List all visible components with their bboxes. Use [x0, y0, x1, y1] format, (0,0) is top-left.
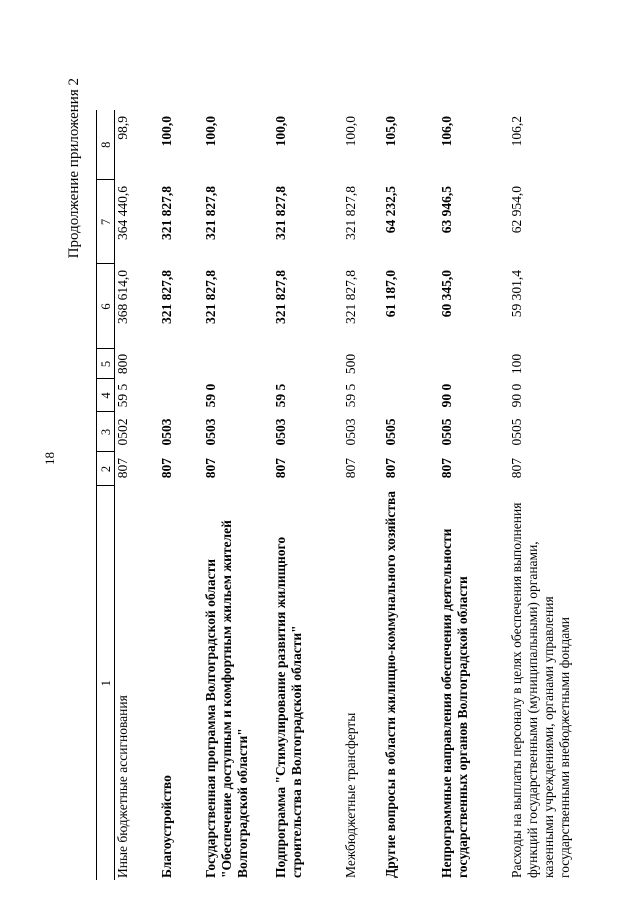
cell-target-code: [159, 379, 203, 412]
cell-expense-type: [439, 349, 509, 379]
table-row: [159, 110, 203, 880]
cell-target-code: 59 5: [342, 383, 358, 408]
cell-ministry-code: 807: [382, 458, 398, 479]
table-row: [439, 110, 509, 880]
cell-section-code: 0503: [342, 418, 358, 446]
cell-plan-amount: 60 345,0: [438, 270, 454, 318]
cell-actual-amount: 321 827,8: [342, 186, 358, 240]
cell-actual-amount: 63 946,5: [438, 186, 454, 234]
header-cell: 1: [97, 486, 115, 880]
cell-plan-amount: 368 614,0: [115, 270, 130, 324]
cell-percent: 98,9: [115, 116, 130, 140]
header-cell: 7: [97, 180, 115, 264]
cell-percent: 100,0: [342, 116, 358, 147]
cell-percent: 100,0: [202, 116, 218, 147]
cell-target-code: 90 0: [508, 383, 524, 408]
table-row: [273, 110, 343, 880]
table-row: [509, 110, 609, 880]
row-name: Расходы на выплаты персоналу в целях обеспечения выполнения функций государственными (муниципальными) органами, казенными учреждениями, органами управления государственными внебюджетными фондами: [508, 502, 572, 878]
cell-section-code: 0503: [158, 418, 174, 446]
cell-plan-amount: 59 301,4: [508, 270, 524, 318]
cell-ministry-code: 807: [508, 458, 524, 479]
page-number: 18: [42, 452, 57, 465]
cell-percent: 106,2: [508, 116, 524, 147]
cell-plan-amount: 321 827,8: [158, 270, 174, 324]
row-name: Иные бюджетные ассигнования: [115, 695, 130, 878]
row-name: Благоустройство: [158, 775, 174, 878]
cell-expense-type: 800: [115, 353, 130, 375]
cell-actual-amount: 321 827,8: [272, 186, 288, 240]
row-name: Непрограммные направления обеспечения деятельности государственных органов Волгоградской области: [438, 528, 470, 878]
cell-actual-amount: 321 827,8: [158, 186, 174, 240]
cell-expense-type: 500: [342, 353, 358, 375]
cell-percent: 106,0: [438, 116, 454, 147]
header-cell: 4: [97, 379, 115, 412]
table-row: [115, 110, 159, 880]
cell-target-code: 59 5: [272, 383, 288, 408]
row-name: Межбюджетные трансферты: [342, 712, 358, 878]
header-cell: 8: [97, 110, 115, 180]
cell-ministry-code: 807: [438, 458, 454, 479]
header-cell: 2: [97, 452, 115, 486]
cell-expense-type: [203, 349, 273, 379]
cell-target-code: [383, 379, 439, 412]
budget-table: [96, 110, 609, 880]
cell-expense-type: 100: [508, 353, 524, 375]
cell-actual-amount: 62 954,0: [508, 186, 524, 234]
row-name: Другие вопросы в области жилищно-коммунального хозяйства: [382, 490, 398, 878]
cell-section-code: 0503: [272, 418, 288, 446]
cell-section-code: 0505: [382, 418, 398, 446]
cell-section-code: 0505: [508, 418, 524, 446]
cell-expense-type: [159, 349, 203, 379]
header-cell: 5: [97, 349, 115, 379]
cell-section-code: 0503: [202, 418, 218, 446]
cell-plan-amount: 321 827,8: [272, 270, 288, 324]
table-row: [383, 110, 439, 880]
cell-actual-amount: 321 827,8: [202, 186, 218, 240]
cell-target-code: 59 0: [202, 383, 218, 408]
cell-actual-amount: 364 440,6: [115, 186, 130, 240]
cell-percent: 100,0: [158, 116, 174, 147]
header-cell: 6: [97, 264, 115, 349]
row-name: Государственная программа Волгоградской области "Обеспечение доступным и комфортным жильем жителей Волгоградской области": [202, 520, 250, 878]
cell-plan-amount: 321 827,8: [202, 270, 218, 324]
table-row: [203, 110, 273, 880]
cell-ministry-code: 807: [342, 458, 358, 479]
row-name: Подпрограмма "Стимулирование развития жилищного строительства в Волгоградской области": [272, 536, 304, 878]
continuation-title: Продолжение приложения 2: [66, 78, 82, 259]
cell-ministry-code: 807: [158, 458, 174, 479]
header-cell: 3: [97, 412, 115, 452]
cell-percent: 100,0: [272, 116, 288, 147]
cell-target-code: 90 0: [438, 383, 454, 408]
cell-ministry-code: 807: [202, 458, 218, 479]
cell-actual-amount: 64 232,5: [382, 186, 398, 234]
cell-section-code: 0505: [438, 418, 454, 446]
cell-ministry-code: 807: [272, 458, 288, 479]
cell-section-code: 0502: [115, 418, 130, 446]
cell-plan-amount: 321 827,8: [342, 270, 358, 324]
cell-ministry-code: 807: [115, 458, 130, 479]
cell-target-code: 59 5: [115, 383, 130, 408]
cell-plan-amount: 61 187,0: [382, 270, 398, 318]
cell-expense-type: [383, 349, 439, 379]
cell-expense-type: [273, 349, 343, 379]
table-header-row: [97, 110, 115, 880]
cell-percent: 105,0: [382, 116, 398, 147]
table-row: [343, 110, 383, 880]
